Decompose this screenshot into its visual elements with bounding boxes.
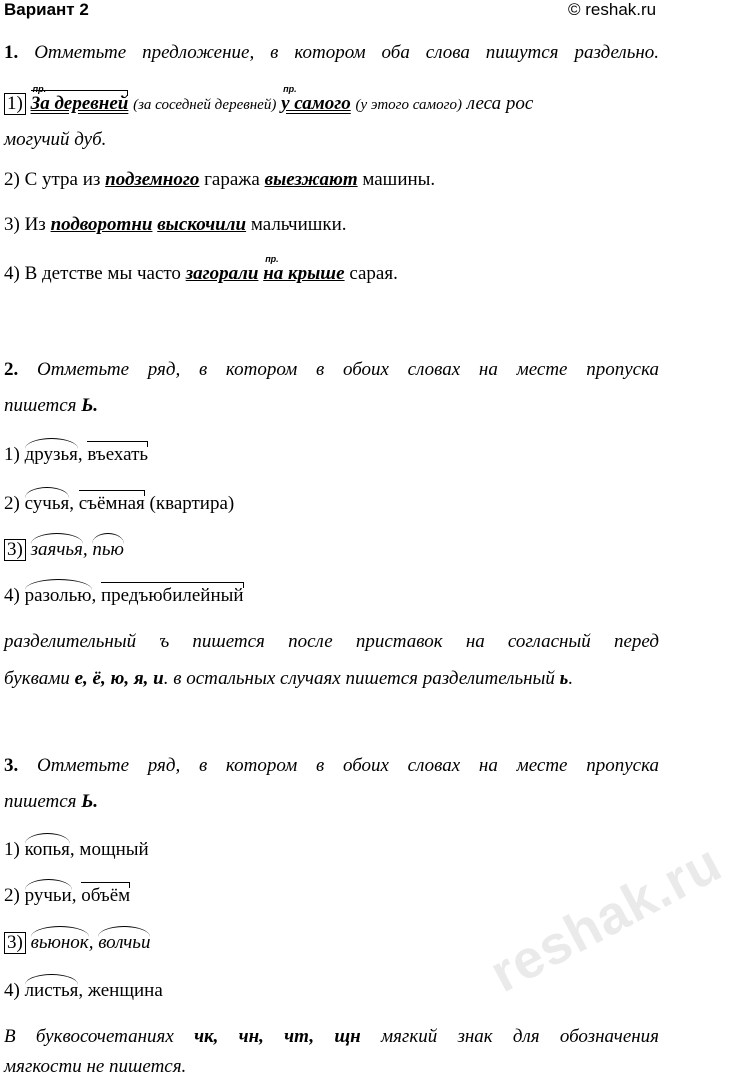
q3-question-cont [4, 790, 98, 814]
q3-option-4 [4, 979, 163, 1003]
q2-o1-word-a: друзья [24, 444, 78, 465]
q3-number: 3. [4, 755, 19, 776]
q1-o2-word-1: подземного [105, 169, 200, 190]
q1-option-2 [4, 168, 435, 192]
q3-o4-word-b: женщина [87, 980, 163, 1001]
q3-rule-text-a: В буквосочетаниях [4, 1026, 174, 1047]
q2-rule-line-1: разделительный ъ пишется после приставок на согласный перед [4, 631, 659, 652]
q3-rule-line-1 [4, 1025, 659, 1049]
q1-o3-text-2: мальчишки. [250, 214, 347, 235]
q3-text-2: пишется [4, 791, 77, 812]
q3-rule-line-2: мягкости не пишется. [4, 1056, 187, 1077]
q3-o4-word-a: листья [24, 980, 79, 1001]
pr-label: пр. [32, 84, 47, 94]
q3-o2-word-b: объём [81, 885, 131, 906]
q3-o3-word-b: волчьи [98, 932, 151, 953]
q2-rule-text-a: буквами [4, 668, 70, 689]
q2-option-3 [4, 538, 124, 562]
q2-o2-word-b: съёмная [78, 493, 145, 514]
q1-o2-word-2: выезжают [264, 169, 358, 190]
q2-o1-word-b: въехать [87, 444, 149, 465]
q2-rule-line-2 [4, 667, 573, 691]
q2-o2-word-a: сучья [24, 493, 70, 514]
separator: , [82, 539, 93, 560]
q3-option-3 [4, 931, 150, 955]
q1-o4-word-1: загорали [185, 263, 259, 284]
q3-option-2-number: 2) [4, 885, 20, 906]
q2-o4-word-b: предъюбилейный [101, 585, 244, 606]
q2-rule-text-c: . в остальных случаях пишется разделительный [163, 668, 555, 689]
q3-option-3-number: 3) [4, 932, 26, 954]
q3-option-4-number: 4) [4, 980, 20, 1001]
q1-option-1 [4, 84, 534, 117]
q2-letter: Ь. [81, 395, 99, 416]
q1-o2-text-3: машины. [362, 169, 436, 190]
q1-question [4, 41, 659, 65]
q1-o4-text-1: В детстве мы часто [24, 263, 181, 284]
q2-text-2: пишется [4, 395, 77, 416]
q2-question [4, 358, 659, 382]
q1-text: Отметьте предложение, в котором оба слова пишутся раздельно. [34, 42, 660, 63]
q1-o2-text-1: С утра из [24, 169, 101, 190]
q1-o1-word-2: пр. у самого [281, 93, 351, 114]
q2-text: Отметьте ряд, в котором в обоих словах на месте пропуска [37, 359, 660, 380]
q2-option-1 [4, 443, 148, 467]
separator: , [69, 493, 79, 514]
q2-option-4-number: 4) [4, 585, 20, 606]
q3-option-1-number: 1) [4, 839, 20, 860]
q2-option-4 [4, 584, 244, 608]
q1-o3-word-2: выскочили [157, 214, 247, 235]
q2-number: 2. [4, 359, 19, 380]
q1-o3-text-1: Из [24, 214, 46, 235]
q3-rule-text-c: мягкий знак для обозначения [380, 1026, 660, 1047]
q1-number: 1. [4, 42, 19, 63]
q1-o1-continuation: могучий дуб. [4, 129, 107, 150]
q2-option-1-number: 1) [4, 444, 20, 465]
q1-option-3-number: 3) [4, 214, 20, 235]
pr-label: пр. [265, 254, 279, 264]
q2-o4-word-a: разолью [24, 585, 92, 606]
q1-option-3 [4, 213, 347, 237]
q2-o3-word-b: пью [92, 539, 124, 560]
q2-rule-soft-sign: ь [559, 668, 569, 689]
q2-question-cont [4, 394, 98, 418]
watermark: reshak.ru [480, 832, 732, 1004]
q3-option-2 [4, 884, 130, 908]
q3-question [4, 754, 659, 778]
q2-o2-rest: (квартира) [149, 493, 235, 514]
q3-o1-word-a: копья [24, 839, 70, 860]
separator: , [71, 885, 82, 906]
q3-o2-word-a: ручьи [24, 885, 72, 906]
variant-title: Вариант 2 [4, 0, 89, 19]
separator: , [77, 444, 88, 465]
q1-o1-paren-2: (у этого самого) [355, 97, 462, 113]
separator: , [88, 932, 99, 953]
q3-rule-letters: чк, чн, чт, щн [194, 1026, 361, 1047]
q1-option-2-number: 2) [4, 169, 20, 190]
q3-o3-word-a: вьюнок [30, 932, 89, 953]
q1-o2-text-2: гаража [204, 169, 260, 190]
q2-rule-letters: е, ё, ю, я, и [74, 668, 164, 689]
q1-option-4 [4, 254, 398, 286]
separator: , [78, 980, 88, 1001]
separator: , [91, 585, 101, 606]
q1-option-1-number: 1) [4, 93, 26, 115]
q3-option-1 [4, 838, 149, 862]
q3-o1-word-b: мощный [79, 839, 149, 860]
q2-rule-end: . [568, 668, 574, 689]
separator: , [69, 839, 80, 860]
q3-letter: Ь. [81, 791, 99, 812]
q1-o1-word-1: пр. За деревней [31, 93, 129, 114]
q1-option-4-number: 4) [4, 263, 20, 284]
q1-o1-rest: леса рос [466, 93, 534, 114]
q2-option-2-number: 2) [4, 493, 20, 514]
q1-o4-word-2: пр. на крыше [263, 263, 344, 284]
q2-option-2 [4, 492, 234, 516]
q1-o3-word-1: подворотни [50, 214, 153, 235]
pr-label: пр. [283, 84, 297, 94]
q1-o4-text-2: сарая. [349, 263, 398, 284]
site-credit: © reshak.ru [568, 0, 657, 19]
q1-o1-paren-1: (за соседней деревней) [133, 97, 277, 113]
q2-option-3-number: 3) [4, 539, 26, 561]
q3-text: Отметьте ряд, в котором в обоих словах на месте пропуска [37, 755, 660, 776]
q2-o3-word-a: заячья [30, 539, 83, 560]
